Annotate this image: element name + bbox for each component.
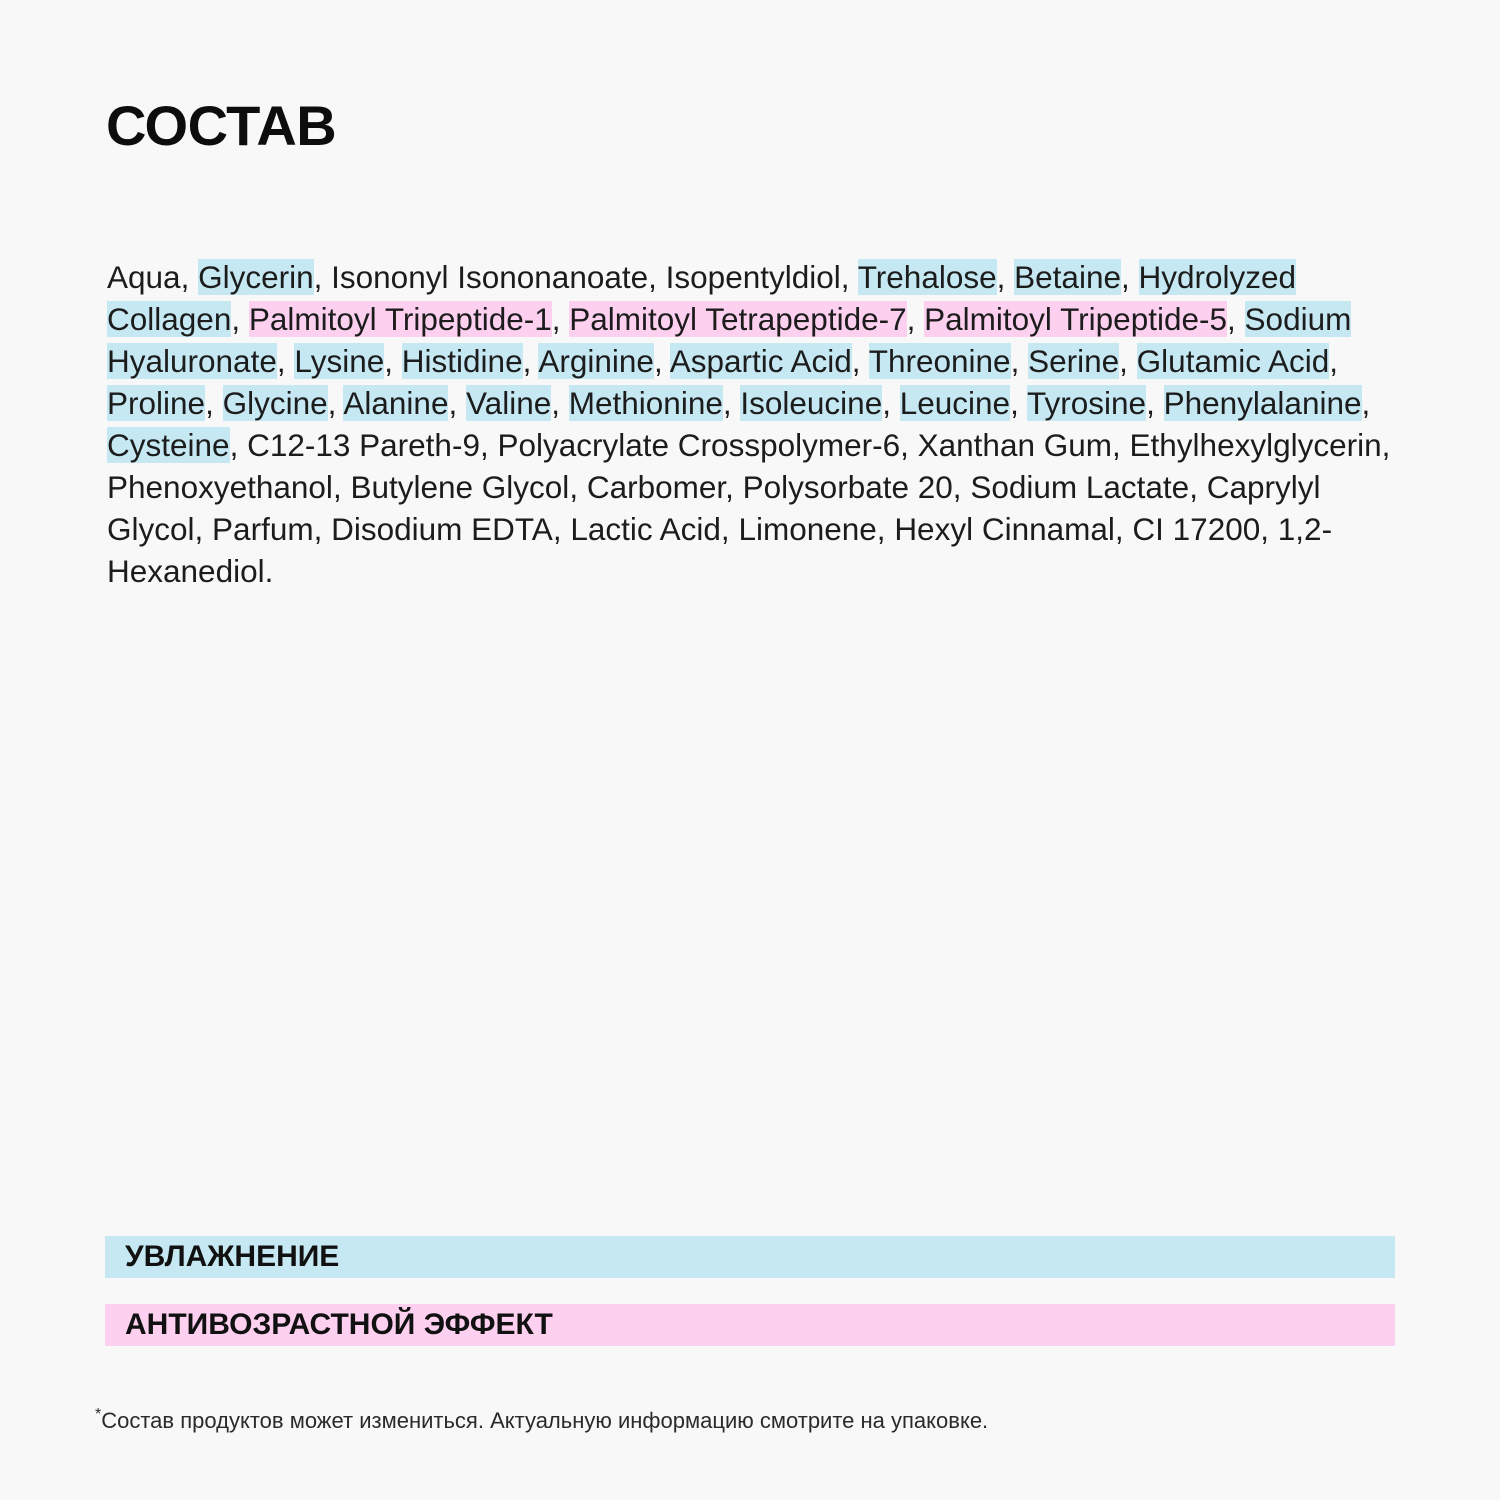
ingredients-list: Aqua, Glycerin, Isononyl Isononanoate, Isopentyldiol, Trehalose, Betaine, Hydrolyzed Collagen, Palmitoyl Tripeptide-1, Palmitoyl Tetrapeptide-7, Palmitoyl Tripeptide-5, Sodium Hyaluronate, Lysine, Histidine, Arginine, Aspartic Acid, Threonine, Serine, Glutamic Acid, Proline, Glycine, Alanine, Valine, Methionine, Isoleucine, Leucine, Tyrosine, Phenylalanine, Cysteine, C12-13 Pareth-9, Polyacrylate Crosspolymer-6, Xanthan Gum, Ethylhexylglycerin, Phenoxyethanol, Butylene Glycol, Carbomer, Polysorbate 20, Sodium Lactate, Caprylyl Glycol, Parfum, Disodium EDTA, Lactic Acid, Limonene, Hexyl Cinnamal, CI 17200, 1,2-Hexanediol.: [107, 259, 1391, 589]
ingredient-item: Glycine: [222, 385, 328, 421]
footnote-text: Состав продуктов может измениться. Актуальную информацию смотрите на упаковке.: [101, 1408, 989, 1433]
ingredient-item: Glutamic Acid: [1136, 343, 1330, 379]
ingredient-item: Sodium Lactate: [970, 469, 1190, 505]
ingredient-item: Hexyl Cinnamal: [894, 511, 1115, 547]
ingredient-item: Phenoxyethanol: [107, 469, 333, 505]
ingredient-item: Caprylyl Glycol: [107, 469, 1321, 547]
ingredient-item: Isononyl Isononanoate: [331, 259, 649, 295]
ingredient-item: Leucine: [899, 385, 1011, 421]
legend-moisturizing: [105, 1236, 1395, 1278]
ingredient-item: Glycerin: [198, 259, 314, 295]
ingredient-item: Cysteine: [107, 427, 230, 463]
ingredient-item: Ethylhexylglycerin: [1129, 427, 1382, 463]
ingredient-item: Xanthan Gum: [917, 427, 1112, 463]
ingredient-item: Isopentyldiol: [665, 259, 841, 295]
ingredient-item: C12-13 Pareth-9: [247, 427, 480, 463]
ingredient-item: Arginine: [538, 343, 654, 379]
ingredient-item: Palmitoyl Tetrapeptide-7: [569, 301, 907, 337]
ingredient-item: Aqua: [107, 259, 181, 295]
ingredient-item: 1,2-Hexanediol: [107, 511, 1333, 589]
ingredient-item: Polysorbate 20: [742, 469, 953, 505]
ingredient-item: Phenylalanine: [1163, 385, 1362, 421]
ingredient-item: Hydrolyzed Collagen: [107, 259, 1297, 337]
ingredient-item: Lysine: [294, 343, 385, 379]
ingredient-item: Betaine: [1014, 259, 1121, 295]
ingredient-item: Aspartic Acid: [669, 343, 852, 379]
ingredient-item: Sodium Hyaluronate: [107, 301, 1352, 379]
ingredient-item: Trehalose: [857, 259, 997, 295]
ingredient-item: Palmitoyl Tripeptide-1: [248, 301, 552, 337]
ingredient-item: Limonene: [738, 511, 877, 547]
ingredient-item: Polyacrylate Crosspolymer-6: [497, 427, 901, 463]
ingredient-item: Valine: [466, 385, 552, 421]
footnote: [95, 1408, 988, 1434]
legend-anti-aging: [105, 1304, 1395, 1346]
legend-moisturizing-label: УВЛАЖНЕНИЕ: [125, 1240, 340, 1273]
legend-anti-aging-label: АНТИВОЗРАСТНОЙ ЭФФЕКТ: [125, 1308, 553, 1341]
ingredient-item: Tyrosine: [1027, 385, 1147, 421]
ingredient-item: Lactic Acid: [570, 511, 721, 547]
ingredient-item: Carbomer: [586, 469, 726, 505]
ingredient-item: Palmitoyl Tripeptide-5: [924, 301, 1228, 337]
ingredient-item: CI 17200: [1132, 511, 1261, 547]
ingredient-item: Proline: [107, 385, 206, 421]
ingredient-item: Methionine: [568, 385, 723, 421]
footnote-marker: *: [95, 1406, 102, 1423]
ingredient-item: Butylene Glycol: [350, 469, 570, 505]
ingredient-item: Threonine: [868, 343, 1011, 379]
ingredient-item: Parfum: [212, 511, 314, 547]
ingredient-item: Histidine: [401, 343, 523, 379]
ingredient-item: Serine: [1028, 343, 1120, 379]
ingredient-item: Alanine: [343, 385, 449, 421]
ingredient-item: Isoleucine: [740, 385, 883, 421]
page-title: СОСТАВ: [106, 94, 337, 157]
ingredient-item: Disodium EDTA: [331, 511, 553, 547]
